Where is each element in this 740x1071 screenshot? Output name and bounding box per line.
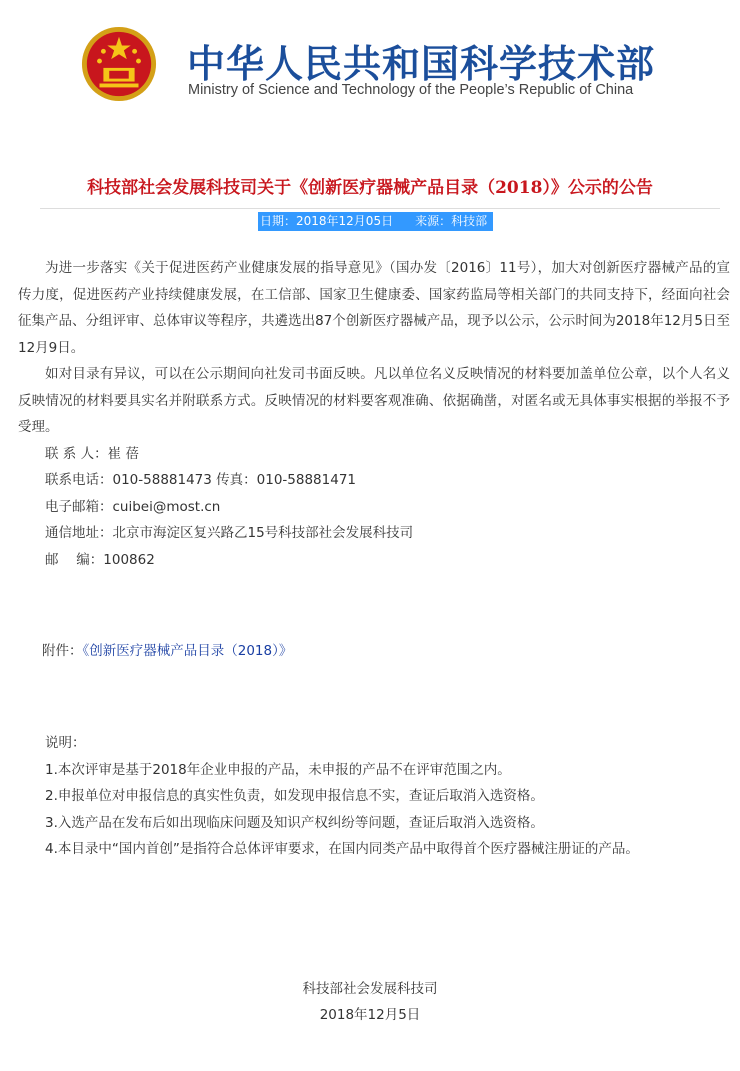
title-divider [40,208,720,209]
article-source: 来源：科技部 [415,214,488,228]
page-title: 科技部社会发展科技司关于《创新医疗器械产品目录（2018）》公示的公告 [87,178,653,198]
signature [0,976,740,1028]
paragraph: 如对目录有异议，可以在公示期间向社发司书面反映。凡以单位名义反映情况的材料要加盖单位公章，以个人名义反映情况的材料要具实名并附联系方式。反映情况的材料要客观准确、依据确凿，对匿名或无具体事实根据的举报不予受理。 [18,366,730,435]
ministry-name-cn: 中华人民共和国科学技术部 [187,44,656,86]
notes-section [18,730,732,863]
article-meta [258,212,493,231]
site-header [0,0,740,130]
attachment-label: 附件： [42,643,83,659]
article-date: 日期：2018年12月05日 [260,214,394,228]
notes-title: 说明： [45,735,86,751]
signature-org: 科技部社会发展科技司 [302,981,438,997]
national-emblem-icon [80,25,158,103]
contact-address: 通信地址：北京市海淀区复兴路乙15号科技部社会发展科技司 [45,525,414,541]
contact-person: 联 系 人：崔 蓓 [45,445,139,462]
ministry-name-en: Ministry of Science and Technology of the People’s Republic of China [188,82,634,98]
contact-phone: 联系电话：010-58881473 传真：010-58881471 [45,472,356,488]
note-item: 1.本次评审是基于2018年企业申报的产品，未申报的产品不在评审范围之内。 [45,761,511,778]
note-item: 2.申报单位对申报信息的真实性负责，如发现申报信息不实，查证后取消入选资格。 [45,788,544,804]
attachment-link[interactable]: 《创新医疗器械产品目录（2018）》 [82,643,293,659]
article-body [18,255,730,573]
note-item: 4.本目录中“国内首创”是指符合总体评审要求，在国内同类产品中取得首个医疗器械注册证的产品。 [45,841,639,857]
note-item: 3.入选产品在发布后如出现临床问题及知识产权纠纷等问题，查证后取消入选资格。 [45,814,544,831]
contact-email: 电子邮箱：cuibei@most.cn [45,498,221,515]
signature-date: 2018年12月5日 [319,1007,421,1023]
attachment [42,640,292,662]
paragraph: 为进一步落实《关于促进医药产业健康发展的指导意见》（国办发〔2016〕11号），加大对创新医疗器械产品的宣传力度，促进医药产业持续健康发展，在工信部、国家卫生健康委、国家药监局等相关部门的共同支持下，经面向社会征集产品、分组评审、总体审议等程序，共遴选出87个创新医疗器械产品，现予以公示，公示时间为2018年12月5日至12月9日。 [18,260,730,356]
contact-postcode: 邮 编：100862 [45,551,155,568]
